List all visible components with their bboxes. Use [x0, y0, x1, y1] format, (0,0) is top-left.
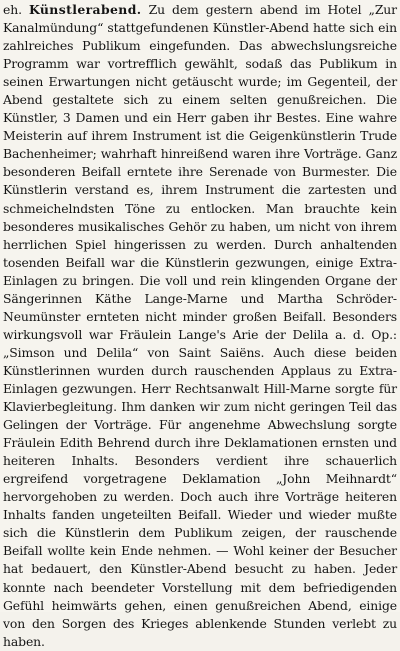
article-body: Zu dem gestern abend im Hotel „Zur Kanalmündung“ stattgefundenen Künstler-Abend hatte sich ein zahlreiches Publikum eingefunden. Das abwechslungsreiche Programm war vortrefflich gewählt, sodaß das Publikum in seinen Erwartungen nicht getäuscht wurde; im Gegenteil, der Abend gestaltete sich zu einem selten genußreichen. Die Künstler, 3 Damen und ein Herr gaben ihr Bestes. Eine wahre Meisterin auf ihrem Instrument ist die Geigenkünstlerin Trude Bachenheimer; wahrhaft hinreißend waren ihre Vorträge. Ganz besonderen Beifall erntete ihre Serenade von Burmester. Die Künstlerin verstand es, ihrem Instrument die zartesten und schmeichelndsten Töne zu entlocken. Man brauchte kein besonderes musikalisches Gehör zu haben, um nicht von ihrem herrlichen Spiel hingerissen zu werden. Durch anhaltenden tosenden Beifall war die Künstlerin gezwungen, einige Extra-Einlagen zu bringen. Die voll und rein klingenden Organe der Sängerinnen Käthe Lange-Marne und Martha Schröder-Neumünster ernteten nicht minder großen Beifall. Besonders wirkungsvoll war Fräulein Lange's Arie der Delila a. d. Op.: „Simson und Delila“ von Saint Saiëns. Auch diese beiden Künstlerinnen wurden durch rauschenden Applaus zu Extra-Einlagen gezwungen. Herr Rechtsanwalt Hill-Marne sorgte für Klavierbegleitung. Ihm danken wir zum nicht geringen Teil das Gelingen der Vorträge. Für angenehme Abwechslung sorgte Fräulein Edith Behrend durch ihre Deklamationen ernsten und heiteren Inhalts. Besonders verdient ihre schauerlich ergreifend vorgetragene Deklamation „John Meihnardt“ hervorgehoben zu werden. Doch auch ihre Vorträge heiteren Inhalts fanden ungeteilten Beifall. Wieder und wieder mußte sich die Künstlerin dem Publikum zeigen, der rauschende Beifall wollte kein Ende nehmen. — Wohl keiner der Besucher hat bedauert, den Künstler-Abend besucht zu haben. Jeder konnte nach beendeter Vorstellung mit dem befriedigenden Gefühl heimwärts gehen, einen genußreichen Abend, einige von den Sorgen des Krieges ablenkende Stunden verlebt zu haben. — [3, 2, 397, 649]
article-byline: eh. — [3, 2, 22, 17]
article-paragraph — [3, 1, 397, 651]
article-headline: Künstlerabend. — [29, 2, 142, 17]
